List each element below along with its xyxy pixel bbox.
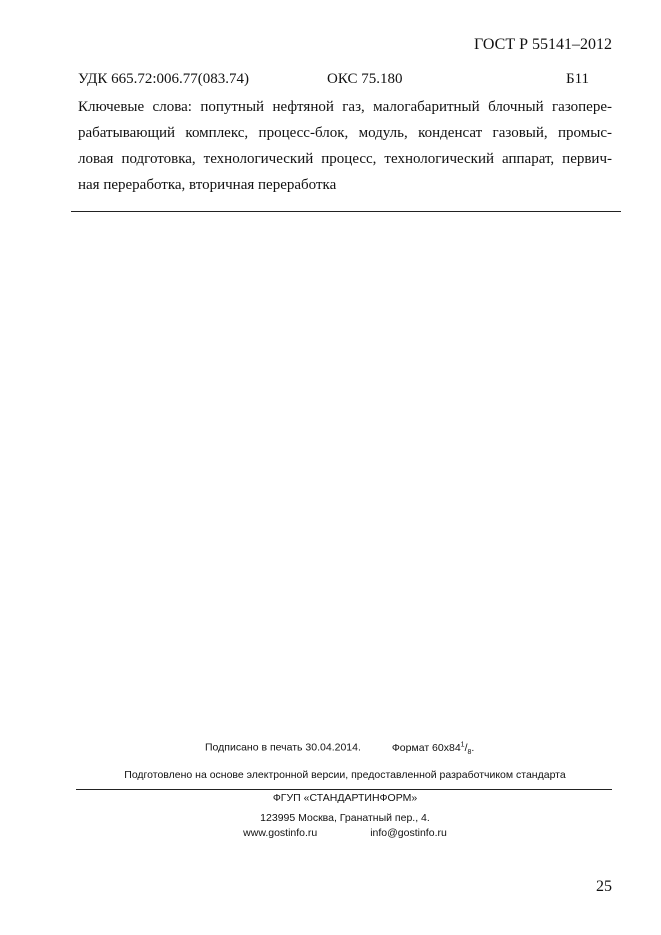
top-divider	[71, 211, 621, 212]
page-number: 25	[596, 878, 612, 895]
website-link[interactable]: www.gostinfo.ru	[243, 827, 318, 839]
group-code: Б11	[566, 71, 590, 87]
udc-code: УДК 665.72:006.77(083.74)	[78, 71, 249, 87]
keywords-line: рабатывающий комплекс, процесс-блок, модуль, конденсат газовый, промыс-	[78, 125, 612, 141]
signed-date: Подписано в печать 30.04.2014.	[205, 741, 361, 754]
format-end: .	[471, 741, 475, 754]
keywords-paragraph	[78, 94, 612, 198]
keywords-line: Ключевые слова: попутный нефтяной газ, малогабаритный блочный газопере-	[78, 99, 612, 115]
keywords-line: ная переработка, вторичная переработка	[78, 177, 337, 193]
prepared-note: Подготовлено на основе электронной версии, предоставленной разработчиком стандарта	[124, 769, 566, 781]
email-link[interactable]: info@gostinfo.ru	[370, 827, 447, 839]
imprint-divider	[76, 789, 612, 790]
keywords-line: ловая подготовка, технологический процесс, технологический аппарат, первич-	[78, 151, 612, 167]
publisher-contacts	[78, 827, 612, 839]
format-numerator: 1	[460, 741, 465, 748]
publisher-org: ФГУП «СТАНДАРТИНФОРМ»	[272, 792, 418, 804]
classification-row	[78, 71, 611, 91]
paper-format: Формат $60x84^1/_8$.	[391, 741, 475, 756]
print-info-row	[205, 741, 474, 756]
format-denominator: 8	[467, 748, 472, 756]
publisher-address: 123995 Москва, Гранатный пер., 4.	[260, 812, 430, 824]
standard-code: ГОСТ Р 55141–2012	[474, 36, 612, 53]
oks-code: ОКС 75.180	[327, 71, 403, 87]
format-label: Формат 60x84	[391, 741, 461, 754]
